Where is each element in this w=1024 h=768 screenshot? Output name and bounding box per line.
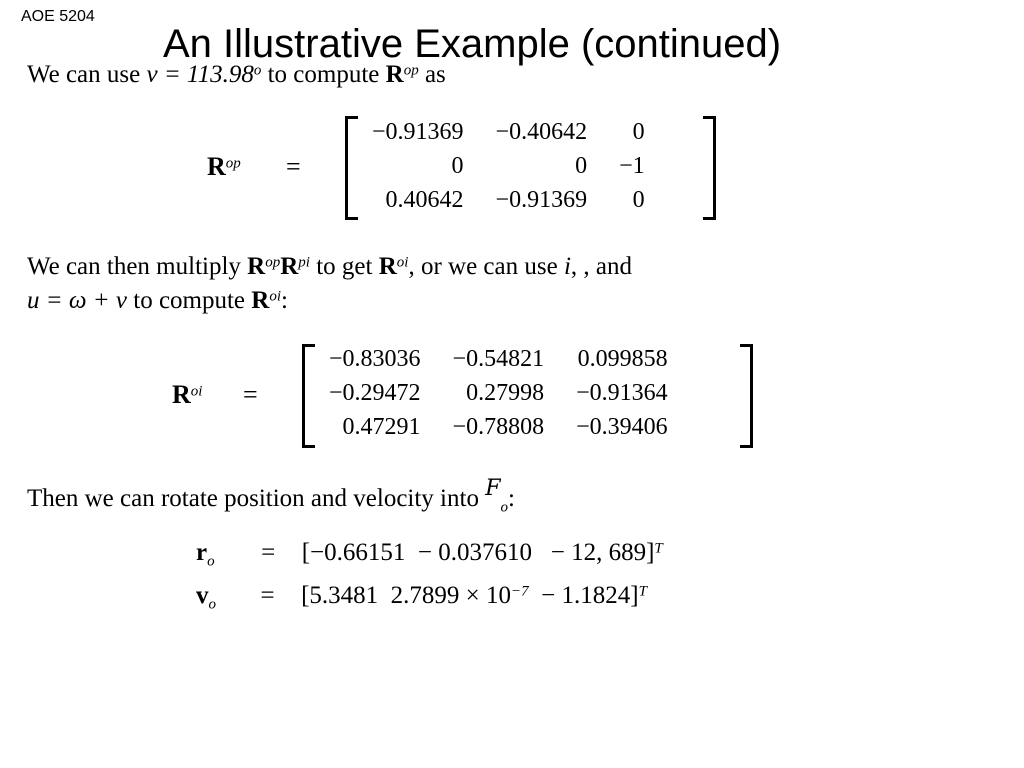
matrix-oi-row bbox=[329, 342, 668, 376]
R1-symbol: R bbox=[247, 253, 266, 280]
r-equals: = bbox=[261, 539, 276, 566]
matrix-op-sup: op bbox=[225, 155, 241, 172]
matrix-op-row bbox=[372, 183, 645, 217]
matrix-oi-right-bracket bbox=[740, 344, 753, 448]
nu-expression: ν = 113.98 bbox=[146, 61, 254, 88]
multiply-line-2 bbox=[27, 288, 288, 313]
matrix-oi-cell: −0.54821 bbox=[452, 346, 545, 372]
v-transpose: T bbox=[638, 583, 647, 600]
matrix-oi-cell: −0.78808 bbox=[452, 414, 545, 440]
matrix-oi-row bbox=[329, 410, 668, 444]
matrix-op bbox=[372, 115, 645, 217]
rotate-end: : bbox=[507, 485, 515, 512]
matrix-op-row bbox=[372, 149, 645, 183]
intro-mid: to compute bbox=[261, 61, 386, 88]
v-value-b: − 1.1824] bbox=[528, 582, 639, 609]
R-superscript: op bbox=[403, 62, 419, 79]
matrix-oi-cell: −0.29472 bbox=[329, 380, 421, 406]
R3-symbol: R bbox=[378, 253, 397, 280]
u-expression: u = ω + ν bbox=[27, 287, 127, 314]
matrix-oi-equals: = bbox=[243, 380, 258, 409]
v-equals: = bbox=[260, 582, 275, 609]
matrix-oi-cell: −0.39406 bbox=[576, 414, 668, 440]
matrix-op-cell: 0 bbox=[451, 153, 464, 179]
course-code: AOE 5204 bbox=[21, 8, 95, 25]
frame-subscript: o bbox=[500, 499, 508, 516]
multiply-mid: to get bbox=[309, 253, 379, 280]
matrix-op-row bbox=[372, 115, 645, 149]
matrix-oi-cell: 0.27998 bbox=[466, 380, 545, 406]
matrix-op-R: R bbox=[207, 152, 226, 181]
matrix-op-cell: 0.40642 bbox=[385, 187, 464, 213]
R-symbol: R bbox=[385, 61, 404, 88]
matrix-op-cell: −0.91369 bbox=[372, 119, 464, 145]
matrix-op-cell: 0 bbox=[632, 187, 645, 213]
v-subscript: o bbox=[208, 596, 216, 613]
matrix-oi-label bbox=[172, 382, 202, 408]
position-vector-line bbox=[196, 540, 663, 569]
R4-sup: oi bbox=[269, 288, 282, 305]
r-transpose: T bbox=[654, 540, 663, 557]
line2-end: : bbox=[281, 287, 288, 314]
multiply-tail: , or we can use bbox=[408, 253, 564, 280]
matrix-op-left-bracket bbox=[345, 116, 358, 220]
matrix-oi-left-bracket bbox=[302, 344, 315, 448]
matrix-op-cell: −1 bbox=[619, 153, 645, 179]
line2-mid: to compute bbox=[127, 287, 252, 314]
R1-sup: op bbox=[265, 254, 281, 271]
intro-suffix: as bbox=[418, 61, 446, 88]
matrix-op-right-bracket bbox=[703, 116, 716, 220]
matrix-oi-cell: −0.91364 bbox=[576, 380, 668, 406]
R2-sup: pi bbox=[298, 254, 310, 271]
frame-symbol: F bbox=[485, 476, 501, 501]
matrix-op-cell: −0.91369 bbox=[495, 187, 588, 213]
v-value-a: [5.3481 2.7899 × 10 bbox=[301, 582, 512, 609]
inclination-symbol: i bbox=[563, 253, 571, 280]
v-symbol: v bbox=[196, 582, 209, 609]
R4-symbol: R bbox=[251, 287, 270, 314]
v-exponent: −7 bbox=[511, 583, 529, 600]
intro-line bbox=[27, 62, 446, 87]
slide-title: An Illustrative Example (continued) bbox=[163, 22, 782, 66]
degree-symbol: o bbox=[253, 62, 262, 79]
matrix-op-cell: 0 bbox=[575, 153, 588, 179]
r-subscript: o bbox=[207, 553, 215, 570]
matrix-oi-cell: −0.83036 bbox=[329, 346, 421, 372]
matrix-oi-cell: 0.47291 bbox=[342, 414, 421, 440]
matrix-oi-cell: 0.099858 bbox=[577, 346, 668, 372]
multiply-tail2: , , and bbox=[570, 253, 632, 280]
matrix-op-equals: = bbox=[286, 152, 301, 181]
intro-prefix: We can use bbox=[27, 61, 147, 88]
rotate-line bbox=[27, 478, 515, 515]
matrix-oi-row bbox=[329, 376, 668, 410]
matrix-oi bbox=[329, 342, 668, 444]
r-value: [−0.66151 − 0.037610 − 12, 689] bbox=[301, 539, 655, 566]
velocity-vector-line bbox=[196, 583, 647, 612]
r-symbol: r bbox=[196, 539, 208, 566]
R2-symbol: R bbox=[280, 253, 299, 280]
matrix-op-cell: −0.40642 bbox=[495, 119, 588, 145]
multiply-line-1 bbox=[27, 254, 632, 279]
multiply-prefix: We can then multiply bbox=[27, 253, 248, 280]
matrix-oi-R: R bbox=[172, 380, 191, 409]
matrix-op-cell: 0 bbox=[632, 119, 645, 145]
matrix-op-label bbox=[207, 154, 241, 180]
rotate-text: Then we can rotate position and velocity into bbox=[27, 485, 486, 512]
R3-sup: oi bbox=[396, 254, 409, 271]
matrix-oi-sup: oi bbox=[190, 383, 203, 400]
